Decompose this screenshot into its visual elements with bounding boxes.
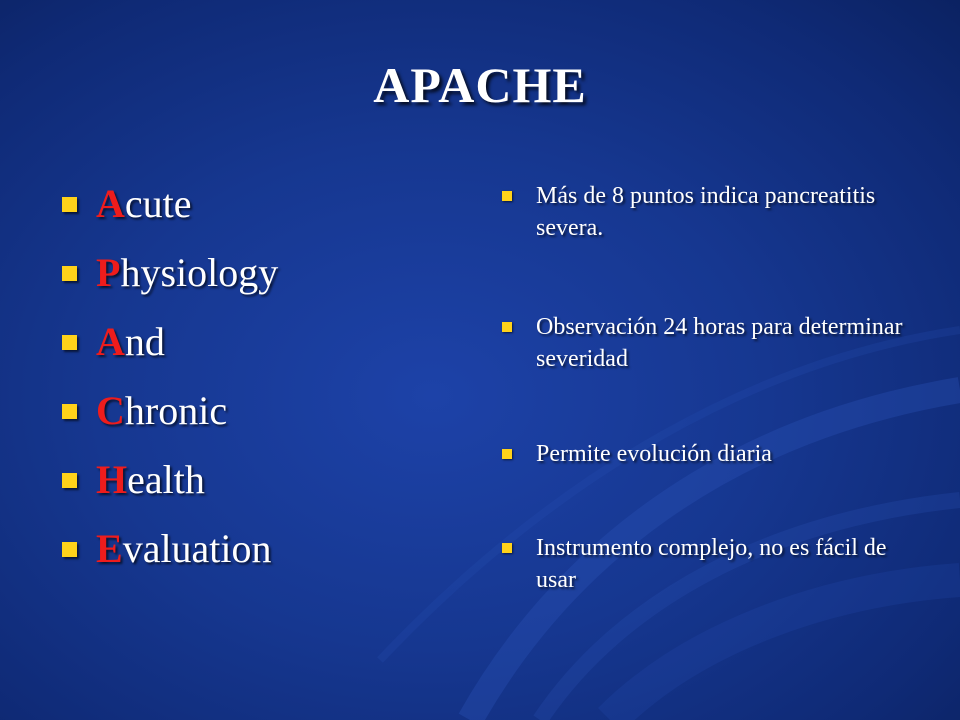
acronym-list xyxy=(62,178,278,592)
acronym-initial: E xyxy=(96,526,123,571)
square-bullet-icon xyxy=(62,335,77,350)
acronym-rest: nd xyxy=(124,319,165,364)
acronym-item xyxy=(62,247,278,316)
square-bullet-icon xyxy=(62,542,77,557)
square-bullet-icon xyxy=(62,197,77,212)
acronym-item xyxy=(62,523,278,592)
square-bullet-icon xyxy=(502,322,512,332)
acronym-rest: hronic xyxy=(124,388,228,433)
note-item xyxy=(500,532,920,596)
square-bullet-icon xyxy=(502,543,512,553)
note-item xyxy=(500,311,920,438)
acronym-initial: C xyxy=(96,388,125,433)
acronym-item xyxy=(62,316,278,385)
acronym-item xyxy=(62,454,278,523)
square-bullet-icon xyxy=(502,449,512,459)
note-text: Permite evolución diaria xyxy=(536,441,772,467)
note-text: Instrumento complejo, no es fácil de usar xyxy=(536,535,887,593)
acronym-rest: ealth xyxy=(127,457,205,502)
acronym-rest: cute xyxy=(124,181,192,226)
acronym-initial: A xyxy=(96,181,125,226)
acronym-initial: A xyxy=(96,319,125,364)
note-item xyxy=(500,438,920,532)
note-text: Observación 24 horas para determinar severidad xyxy=(536,314,903,372)
acronym-initial: H xyxy=(96,457,128,502)
square-bullet-icon xyxy=(502,191,512,201)
acronym-rest: hysiology xyxy=(120,250,279,295)
square-bullet-icon xyxy=(62,266,77,281)
acronym-rest: valuation xyxy=(122,526,272,571)
notes-list xyxy=(500,180,920,596)
acronym-item xyxy=(62,178,278,247)
slide-title: APACHE xyxy=(373,57,587,113)
square-bullet-icon xyxy=(62,473,77,488)
note-text: Más de 8 puntos indica pancreatitis severa. xyxy=(536,183,876,241)
acronym-initial: P xyxy=(96,250,121,295)
note-item xyxy=(500,180,920,311)
acronym-item xyxy=(62,385,278,454)
square-bullet-icon xyxy=(62,404,77,419)
